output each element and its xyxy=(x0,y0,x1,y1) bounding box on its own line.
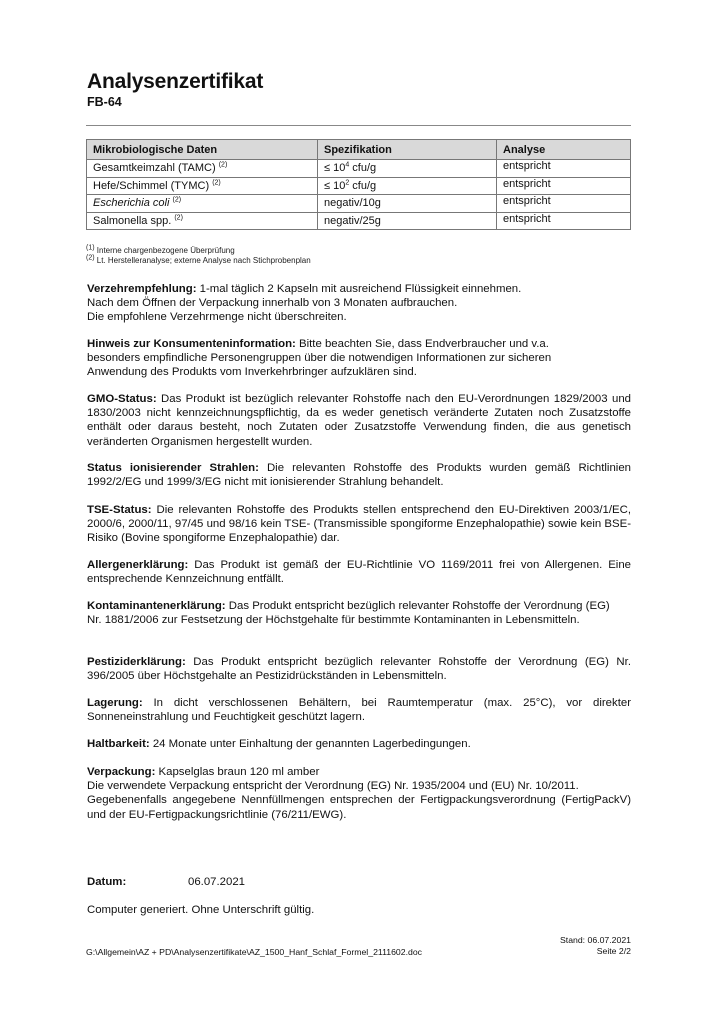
page-number: Seite 2/2 xyxy=(596,946,631,956)
footer-file-path: G:\Allgemein\AZ + PD\Analysenzertifikate\AZ_1500_Hanf_Schlaf_Formel_2111602.doc xyxy=(86,947,423,957)
stand-date: Stand: 06.07.2021 xyxy=(559,935,631,945)
section-lagerung: Lagerung: In dicht verschlossenen Behältern, bei Raumtemperatur (max. 25°C), vor direkter Sonneneinstrahlung und Feuchtigkeit geschützt lagern. xyxy=(87,697,631,724)
section-tse-status: TSE-Status: Die relevanten Rohstoffe des Produkts stellen entsprechend den EU-Direktiven 2003/1/EC, 2000/6, 2000/11, 97/45 und 98/16 kein TSE- (Transmissible spongiforme Enzephalopathie) sowie kein BSE-Risiko (Bovine spongiforme Enzephalopathie) dar. xyxy=(87,504,631,545)
header-divider xyxy=(86,125,631,126)
document-title: Analysenzertifikat xyxy=(87,70,264,93)
section-hinweis: Hinweis zur Konsumenteninformation: Bitte beachten Sie, dass Endverbraucher und v.a. besonders empfindliche Personengruppen über die notwendigen Informationen zur sicheren Anwendung des Produkts vom Inverkehrbringer aufzuklären sind. xyxy=(87,338,552,379)
result-cell: entspricht xyxy=(497,177,631,195)
parameter-cell: Salmonella spp. $^{(2)}$ xyxy=(87,212,318,230)
table-row xyxy=(87,177,631,195)
date-value: 06.07.2021 xyxy=(188,876,246,888)
spec-cell: ≤ $10^4$ cfu/g xyxy=(318,160,497,178)
parameter-cell: Hefe/Schimmel (TYMC) $^{(2)}$ xyxy=(87,177,318,195)
table-row xyxy=(87,212,631,230)
parameter-cell: Escherichia coli $^{(2)}$ xyxy=(87,195,318,213)
footnote: $^{(2)}$ Lt. Herstelleranalyse; externe Analyse nach Stichprobenplan xyxy=(86,254,311,265)
column-header: Spezifikation xyxy=(318,140,497,160)
spec-cell: ≤ $10^2$ cfu/g xyxy=(318,177,497,195)
spec-cell: negativ/25g xyxy=(318,212,497,230)
spec-cell: negativ/10g xyxy=(318,195,497,213)
section-verzehrempfehlung: Verzehrempfehlung: 1-mal täglich 2 Kapseln mit ausreichend Flüssigkeit einnehmen. Nach dem Öffnen der Verpackung innerhalb von 3 Monaten aufbrauchen. Die empfohlene Verzehrmenge nicht überschreiten. xyxy=(87,283,522,324)
section-kontaminantenerklaerung: Kontaminantenerklärung: Das Produkt entspricht bezüglich relevanter Rohstoffe der Verordnung (EG) Nr. 1881/2006 zur Festsetzung der Höchstgehalte für bestimmte Kontaminanten in Lebensmitteln. xyxy=(87,600,610,627)
section-allergenerklaerung: Allergenerklärung: Das Produkt ist gemäß der EU-Richtlinie VO 1169/2011 frei von Allergenen. Eine entsprechende Kennzeichnung entfällt. xyxy=(87,559,631,586)
table-row xyxy=(87,195,631,213)
date-line xyxy=(87,876,245,888)
footnotes xyxy=(86,246,311,266)
result-cell: entspricht xyxy=(497,160,631,178)
document-subtitle: FB-64 xyxy=(87,95,122,109)
table-row xyxy=(87,160,631,178)
result-cell: entspricht xyxy=(497,195,631,213)
section-pestiziderklaerung: Pestiziderklärung: Das Produkt entspricht bezüglich relevanter Rohstoffe der Verordnung (EG) Nr. 396/2005 über Höchstgehalte an Pestizidrückständen in Lebensmitteln. xyxy=(87,656,631,683)
section-haltbarkeit: Haltbarkeit: 24 Monate unter Einhaltung der genannten Lagerbedingungen. xyxy=(87,738,471,750)
footnote: $^{(1)}$ Interne chargenbezogene Überprüfung xyxy=(86,244,235,255)
footer-stand xyxy=(560,935,631,957)
microbiology-table xyxy=(86,139,631,230)
computer-generated-note: Computer generiert. Ohne Unterschrift gültig. xyxy=(87,904,315,916)
date-label: Datum: xyxy=(87,876,127,888)
section-verpackung: Verpackung: Kapselglas braun 120 ml amber Die verwendete Verpackung entspricht der Verordnung (EG) Nr. 1935/2004 und (EU) Nr. 10/2011. Gegebenenfalls angegebene Nennfüllmengen entsprechen der Fertigpackungsverordnung (FertigPackV) und der EU-Fertigpackungsrichtlinie (76/211/EWG). xyxy=(87,766,631,821)
column-header: Analyse xyxy=(497,140,631,160)
table-header-row xyxy=(87,140,631,160)
section-strahlen-status: Status ionisierender Strahlen: Die relevanten Rohstoffe des Produkts wurden gemäß Richtlinien 1992/2/EG und 1999/3/EG nicht mit ionisierender Strahlung behandelt. xyxy=(87,462,632,489)
parameter-cell: Gesamtkeimzahl (TAMC) $^{(2)}$ xyxy=(87,160,318,178)
section-gmo-status: GMO-Status: Das Produkt ist bezüglich relevanter Rohstoffe nach den EU-Verordnungen 1829/2003 und 1830/2003 nicht kennzeichnungspflichtig, da es weder genetisch veränderte Zutaten noch Zusatzstoffe enthält oder daraus besteht, noch Zutaten oder Zusatzstoffe Verwendung finden, die aus genetisch veränderten Organismen hergestellt wurden. xyxy=(87,393,631,448)
result-cell: entspricht xyxy=(497,212,631,230)
column-header: Mikrobiologische Daten xyxy=(87,140,318,160)
